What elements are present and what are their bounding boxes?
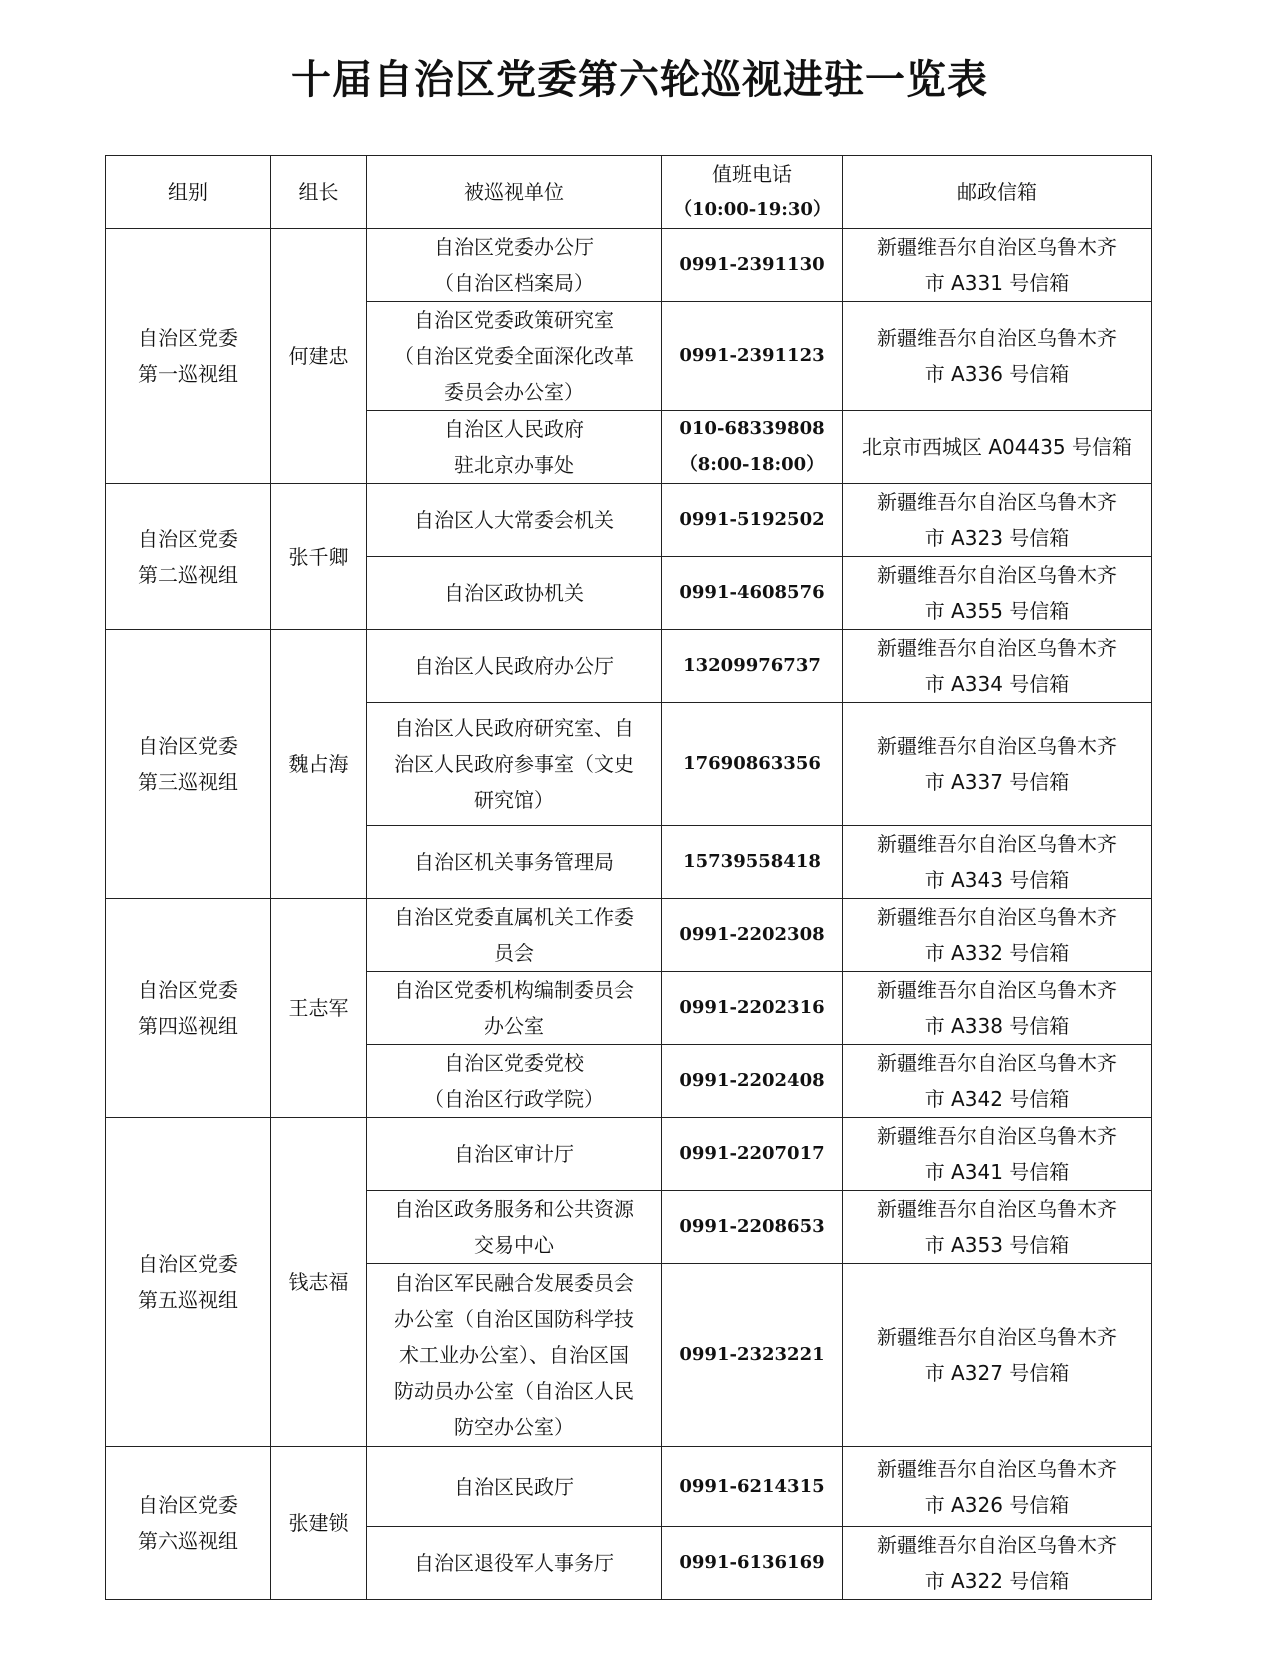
cell-line: 自治区人民政府	[444, 417, 584, 441]
cell-line: 市 A326 号信箱	[924, 1492, 1070, 1517]
cell-line: 自治区党委机构编制委员会	[394, 978, 634, 1002]
inspected-unit	[367, 1264, 662, 1447]
duty-phone	[662, 302, 843, 411]
duty-phone	[662, 1447, 843, 1527]
table-row	[106, 899, 1152, 972]
cell-line: 0991-2207017	[679, 1143, 825, 1164]
cell-line: 市 A337 号信箱	[924, 770, 1070, 794]
cell-line: 员会	[494, 941, 534, 965]
cell-line: 防动员办公室（自治区人民	[394, 1379, 634, 1403]
postal-mailbox	[843, 557, 1152, 630]
inspected-unit	[367, 1447, 662, 1527]
postal-mailbox	[843, 302, 1152, 411]
inspected-unit	[367, 484, 662, 557]
cell-line: 办公室	[484, 1014, 544, 1038]
group-leader: 王志军	[271, 899, 367, 1118]
group-leader: 魏占海	[271, 630, 367, 899]
duty-phone	[662, 1264, 843, 1447]
inspected-unit	[367, 1045, 662, 1118]
cell-line: （8:00-18:00）	[679, 454, 825, 475]
inspected-unit	[367, 899, 662, 972]
cell-line: 新疆维吾尔自治区乌鲁木齐	[877, 1533, 1117, 1557]
cell-line: 第四巡视组	[138, 1014, 238, 1038]
cell-line: 自治区党委直属机关工作委	[394, 905, 634, 929]
inspected-unit	[367, 972, 662, 1045]
group-name	[106, 229, 271, 484]
cell-line: 0991-2391130	[679, 254, 825, 275]
cell-line: 自治区审计厅	[454, 1142, 574, 1166]
postal-mailbox	[843, 1447, 1152, 1527]
group-leader: 钱志福	[271, 1118, 367, 1447]
cell-line: 驻北京办事处	[454, 453, 574, 477]
duty-phone	[662, 703, 843, 826]
inspected-unit	[367, 411, 662, 484]
cell-line: 自治区党委办公厅	[434, 235, 594, 259]
cell-line: 17690863356	[683, 753, 821, 774]
cell-line: 新疆维吾尔自治区乌鲁木齐	[877, 1051, 1117, 1075]
cell-line: 自治区人大常委会机关	[414, 508, 614, 532]
cell-line: 0991-2391123	[679, 345, 825, 366]
duty-phone	[662, 411, 843, 484]
postal-mailbox	[843, 1264, 1152, 1447]
duty-phone	[662, 630, 843, 703]
table-row	[106, 229, 1152, 302]
cell-line: （自治区行政学院）	[424, 1087, 604, 1111]
inspected-unit	[367, 630, 662, 703]
cell-line: 市 A332 号信箱	[924, 941, 1070, 965]
cell-line: （自治区档案局）	[434, 271, 594, 295]
page-title: 十届自治区党委第六轮巡视进驻一览表	[291, 57, 988, 103]
postal-mailbox	[843, 411, 1152, 484]
postal-mailbox	[843, 484, 1152, 557]
cell-line: 市 A355 号信箱	[924, 599, 1070, 623]
cell-line: 治区人民政府参事室（文史	[394, 752, 634, 776]
duty-phone	[662, 484, 843, 557]
cell-line: 0991-6214315	[679, 1475, 825, 1497]
cell-line: 委员会办公室）	[444, 380, 584, 404]
cell-line: 新疆维吾尔自治区乌鲁木齐	[877, 978, 1117, 1002]
cell-line: 0991-2202316	[679, 997, 825, 1018]
cell-line: 0991-2208653	[679, 1216, 825, 1237]
postal-mailbox	[843, 972, 1152, 1045]
duty-phone	[662, 229, 843, 302]
table-row	[106, 1447, 1152, 1527]
inspected-unit	[367, 1118, 662, 1191]
cell-line: 自治区党委	[138, 978, 238, 1002]
cell-line: 13209976737	[683, 655, 821, 676]
cell-line: 市 A343 号信箱	[924, 868, 1070, 892]
cell-line: 新疆维吾尔自治区乌鲁木齐	[877, 490, 1117, 514]
table-row	[106, 484, 1152, 557]
postal-mailbox	[843, 1118, 1152, 1191]
cell-line: 自治区党委	[138, 1252, 238, 1276]
inspected-unit	[367, 826, 662, 899]
cell-line: 研究馆）	[474, 788, 554, 812]
cell-line: 第五巡视组	[138, 1288, 238, 1312]
cell-line: 自治区党委	[138, 326, 238, 350]
postal-mailbox	[843, 229, 1152, 302]
header-unit: 被巡视单位	[367, 156, 662, 229]
duty-phone	[662, 972, 843, 1045]
cell-line: 自治区党委	[138, 1493, 238, 1517]
cell-line: 市 A338 号信箱	[924, 1014, 1070, 1038]
cell-line: 市 A334 号信箱	[924, 672, 1070, 696]
cell-line: 自治区党委党校	[444, 1051, 584, 1075]
cell-line: 0991-6136169	[679, 1552, 825, 1573]
header-mailbox: 邮政信箱	[843, 156, 1152, 229]
group-leader: 张千卿	[271, 484, 367, 630]
cell-line: 自治区党委	[138, 526, 238, 551]
cell-line: 自治区机关事务管理局	[414, 850, 614, 874]
group-name	[106, 630, 271, 899]
inspected-unit	[367, 1191, 662, 1264]
inspection-table	[105, 155, 1152, 1600]
table-row	[106, 630, 1152, 703]
cell-line: 新疆维吾尔自治区乌鲁木齐	[877, 326, 1117, 350]
cell-line: 术工业办公室）、自治区国	[399, 1343, 629, 1367]
group-name	[106, 484, 271, 630]
postal-mailbox	[843, 630, 1152, 703]
postal-mailbox	[843, 703, 1152, 826]
cell-line: 市 A336 号信箱	[924, 362, 1070, 386]
cell-line: 第三巡视组	[138, 770, 238, 794]
cell-line: 自治区政协机关	[444, 581, 584, 605]
header-phone-label: 值班电话	[712, 162, 792, 186]
cell-line: 交易中心	[474, 1233, 554, 1257]
cell-line: 自治区军民融合发展委员会	[394, 1271, 634, 1295]
duty-phone	[662, 899, 843, 972]
cell-line: 第一巡视组	[138, 362, 238, 386]
inspected-unit	[367, 229, 662, 302]
cell-line: 第二巡视组	[138, 562, 238, 587]
cell-line: 防空办公室）	[454, 1415, 574, 1439]
duty-phone	[662, 557, 843, 630]
cell-line: 新疆维吾尔自治区乌鲁木齐	[877, 563, 1117, 587]
cell-line: 市 A323 号信箱	[924, 526, 1070, 550]
cell-line: （自治区党委全面深化改革	[394, 344, 634, 368]
group-name	[106, 1118, 271, 1447]
duty-phone	[662, 1118, 843, 1191]
cell-line: 市 A331 号信箱	[924, 271, 1070, 295]
postal-mailbox	[843, 1191, 1152, 1264]
cell-line: 自治区党委	[138, 734, 238, 758]
cell-line: 0991-2202408	[679, 1070, 825, 1091]
cell-line: 010-68339808	[679, 418, 825, 439]
postal-mailbox	[843, 899, 1152, 972]
cell-line: 新疆维吾尔自治区乌鲁木齐	[877, 1124, 1117, 1148]
cell-line: 自治区人民政府研究室、自	[394, 716, 634, 740]
cell-line: 自治区政务服务和公共资源	[394, 1197, 634, 1221]
cell-line: 新疆维吾尔自治区乌鲁木齐	[877, 734, 1117, 758]
postal-mailbox	[843, 1527, 1152, 1600]
inspected-unit	[367, 302, 662, 411]
cell-line: 市 A341 号信箱	[924, 1160, 1070, 1184]
cell-line: 新疆维吾尔自治区乌鲁木齐	[877, 235, 1117, 259]
cell-line: 新疆维吾尔自治区乌鲁木齐	[877, 636, 1117, 660]
cell-line: 自治区人民政府办公厅	[414, 654, 614, 678]
cell-line: 0991-2323221	[679, 1344, 825, 1365]
inspected-unit	[367, 1527, 662, 1600]
cell-line: 15739558418	[683, 851, 821, 872]
cell-line: 新疆维吾尔自治区乌鲁木齐	[877, 1456, 1117, 1481]
cell-line: 办公室（自治区国防科学技	[394, 1307, 634, 1331]
header-leader: 组长	[271, 156, 367, 229]
inspected-unit	[367, 703, 662, 826]
cell-line: 北京市西城区 A04435 号信箱	[861, 435, 1133, 459]
group-leader: 何建忠	[271, 229, 367, 484]
cell-line: 自治区党委政策研究室	[414, 308, 614, 332]
table-header-row	[106, 156, 1152, 229]
table-row	[106, 1118, 1152, 1191]
cell-line: 新疆维吾尔自治区乌鲁木齐	[877, 832, 1117, 856]
duty-phone	[662, 1045, 843, 1118]
inspected-unit	[367, 557, 662, 630]
postal-mailbox	[843, 1045, 1152, 1118]
duty-phone	[662, 1527, 843, 1600]
group-leader: 张建锁	[271, 1447, 367, 1600]
group-name	[106, 1447, 271, 1600]
group-name	[106, 899, 271, 1118]
postal-mailbox	[843, 826, 1152, 899]
header-phone	[662, 156, 843, 229]
cell-line: 0991-2202308	[679, 924, 825, 945]
cell-line: 新疆维吾尔自治区乌鲁木齐	[877, 1325, 1117, 1349]
duty-phone	[662, 1191, 843, 1264]
cell-line: 新疆维吾尔自治区乌鲁木齐	[877, 1197, 1117, 1221]
duty-phone	[662, 826, 843, 899]
cell-line: 市 A327 号信箱	[924, 1361, 1070, 1385]
cell-line: 自治区退役军人事务厅	[414, 1551, 614, 1575]
cell-line: 0991-5192502	[679, 509, 825, 530]
cell-line: 0991-4608576	[679, 582, 825, 603]
cell-line: 市 A322 号信箱	[924, 1569, 1070, 1593]
cell-line: 市 A342 号信箱	[924, 1087, 1070, 1111]
cell-line: 第六巡视组	[138, 1529, 238, 1553]
cell-line: 自治区民政厅	[454, 1474, 574, 1499]
cell-line: 新疆维吾尔自治区乌鲁木齐	[877, 905, 1117, 929]
cell-line: 市 A353 号信箱	[924, 1233, 1070, 1257]
header-phone-hours: （10:00-19:30）	[674, 199, 831, 220]
header-group: 组别	[106, 156, 271, 229]
